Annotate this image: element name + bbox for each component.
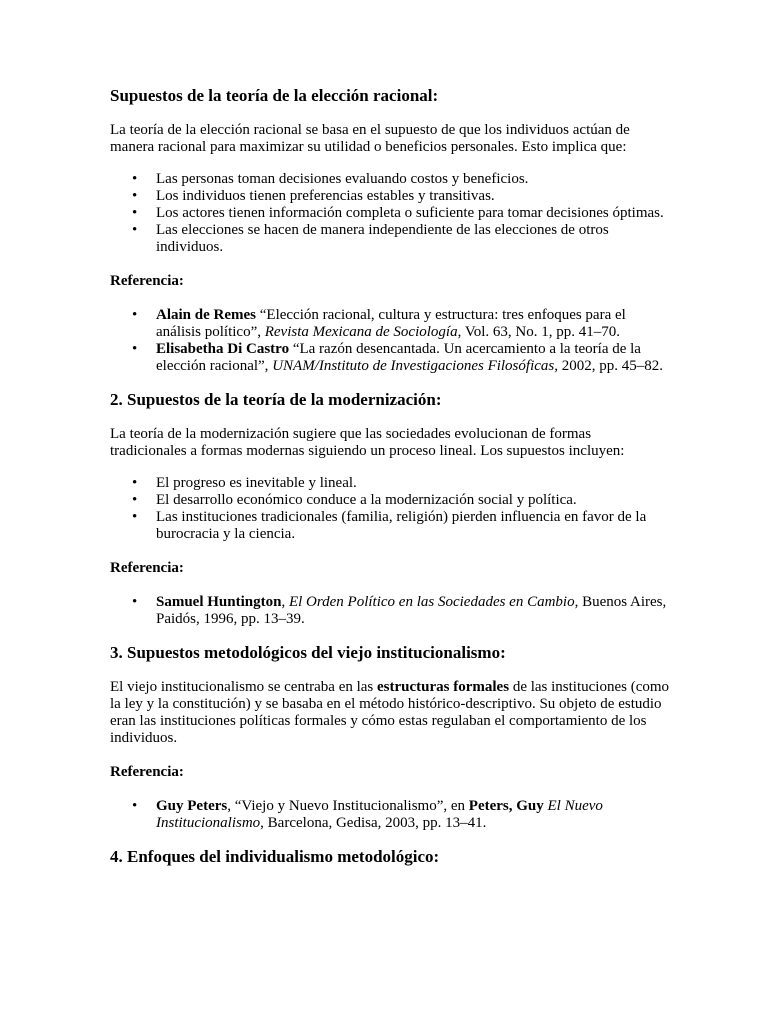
section-2-heading: 2. Supuestos de la teoría de la modernización: xyxy=(110,390,442,409)
reference-title: , “Viejo y Nuevo Institucionalismo”, en xyxy=(227,798,469,814)
reference-source: El Nuevo Institucionalismo xyxy=(156,798,603,831)
reference-details: , Buenos Aires, Paidós, 1996, pp. 13–39. xyxy=(156,594,667,627)
section-1-intro: La teoría de la elección racional se basa en el supuesto de que los individuos actúan de manera racional para maximizar su utilidad o beneficios personales. Esto implica que: xyxy=(110,122,630,155)
reference-details: , Vol. 63, No. 1, pp. 41–70. xyxy=(457,324,620,340)
reference-item xyxy=(156,307,670,341)
section-1-heading: Supuestos de la teoría de la elección racional: xyxy=(110,86,439,105)
reference-details: , 2002, pp. 45–82. xyxy=(554,358,663,374)
section-3-intro xyxy=(110,679,670,747)
reference-item xyxy=(156,341,670,375)
section-3-intro-text: El viejo institucionalismo se centraba en las xyxy=(110,679,378,695)
reference-title: “Elección racional, cultura y estructura: tres enfoques para el análisis político”, xyxy=(156,307,626,340)
reference-separator: , xyxy=(281,594,289,610)
section-4-heading: 4. Enfoques del individualismo metodológico: xyxy=(110,847,440,866)
reference-source: El Orden Político en las Sociedades en Cambio xyxy=(288,594,575,610)
reference-author: Samuel Huntington xyxy=(156,594,282,610)
reference-editor: Peters, Guy xyxy=(468,798,544,814)
section-2-bullet-list xyxy=(110,475,670,543)
section-1-reference-label: Referencia: xyxy=(110,273,184,289)
list-item: • Los actores tienen información completa o suficiente para tomar decisiones óptimas. xyxy=(156,205,670,222)
reference-source: Revista Mexicana de Sociología xyxy=(264,324,458,340)
section-1-bullet-list xyxy=(110,171,670,256)
section-3-intro-text: de las instituciones (como la ley y la constitución) y se basaba en el método histórico-descriptivo. Su objeto de estudio eran las instituciones políticas formales y cómo estas regulaban el comportamiento de los individuos. xyxy=(110,679,670,746)
document-content xyxy=(110,86,670,867)
section-3-heading: 3. Supuestos metodológicos del viejo institucionalismo: xyxy=(110,643,506,662)
reference-author: Alain de Remes xyxy=(156,307,256,323)
list-item: • Las instituciones tradicionales (familia, religión) pierden influencia en favor de la burocracia y la ciencia. xyxy=(156,509,670,543)
section-2-reference-label: Referencia: xyxy=(110,560,184,576)
list-item: • El progreso es inevitable y lineal. xyxy=(156,475,670,492)
list-item: • Las personas toman decisiones evaluando costos y beneficios. xyxy=(156,171,670,188)
section-2-reference-list xyxy=(110,594,670,628)
list-item: • Los individuos tienen preferencias estables y transitivas. xyxy=(156,188,670,205)
reference-item xyxy=(156,798,670,832)
section-3-reference-list xyxy=(110,798,670,832)
reference-title: “La razón desencantada. Un acercamiento a la teoría de la elección racional”, xyxy=(156,341,641,374)
section-3-reference-label: Referencia: xyxy=(110,764,184,780)
reference-details: , Barcelona, Gedisa, 2003, pp. 13–41. xyxy=(260,815,487,831)
section-2-intro: La teoría de la modernización sugiere que las sociedades evolucionan de formas tradicionales a formas modernas siguiendo un proceso lineal. Los supuestos incluyen: xyxy=(110,426,625,459)
reference-author: Guy Peters xyxy=(156,798,228,814)
reference-source: UNAM/Instituto de Investigaciones Filosóficas xyxy=(272,358,555,374)
reference-author: Elisabetha Di Castro xyxy=(156,341,290,357)
reference-item xyxy=(156,594,670,628)
list-item: • Las elecciones se hacen de manera independiente de las elecciones de otros individuos. xyxy=(156,222,670,256)
section-3-intro-emphasis: estructuras formales xyxy=(377,679,510,695)
list-item: • El desarrollo económico conduce a la modernización social y política. xyxy=(156,492,670,509)
section-1-reference-list xyxy=(110,307,670,375)
